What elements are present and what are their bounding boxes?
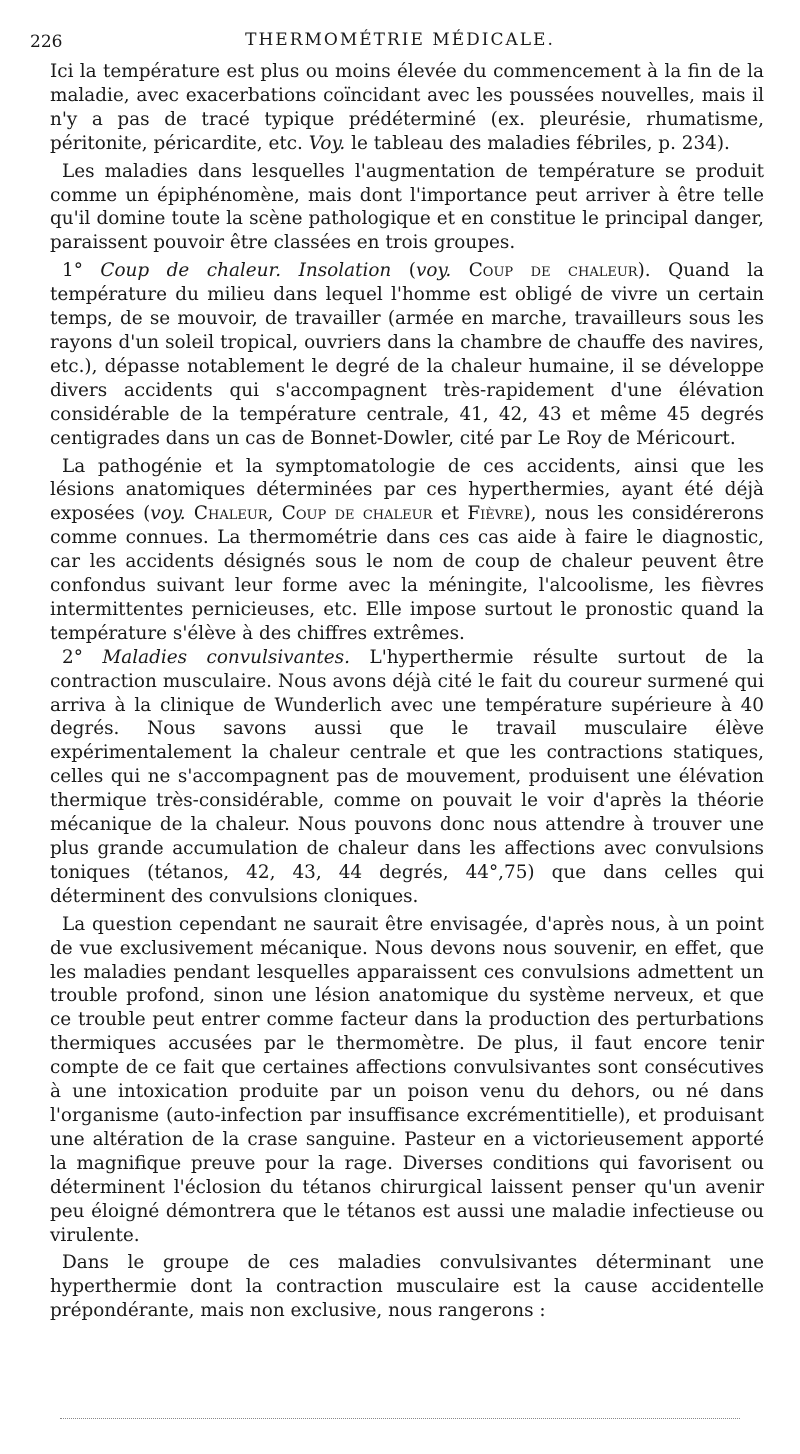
section-number: 2° xyxy=(62,646,83,668)
body-text xyxy=(50,60,764,1323)
paragraph-7: Dans le groupe de ces maladies convulsivantes déterminant une hyperthermie dont la contraction musculaire est la cause accidentelle prépondérante, mais non exclusive, nous rangerons : xyxy=(50,1252,764,1322)
paragraph-6: La question cependant ne saurait être envisagée, d'après nous, à un point de vue exclusivement mécanique. Nous devons nous souvenir, en effet, que les maladies pendant lesquelles apparaissent ces convulsions admettent un trouble profond, sinon une lésion anatomique du système nerveux, et que ce trouble peut entrer comme facteur dans la production des perturbations thermiques accusées par le thermomètre. De plus, il faut encore tenir compte de ce fait que certaines affections convulsivantes sont consécutives à une intoxication produite par un poison venu du dehors, ou né dans l'organisme (auto-infection par insuffisance excrémentitielle), et produisant une altération de la crase sanguine. Pasteur en a victorieusement apporté la magnifique preuve pour la rage. Diverses conditions qui favorisent ou déterminent l'éclosion du tétanos chirurgical laissent penser qu'un avenir peu éloigné démontrera que le tétanos est aussi une maladie infectieuse ou virulente. xyxy=(50,913,764,1246)
running-title: THERMOMÉTRIE MÉDICALE. xyxy=(245,30,555,50)
paragraph-1: Ici la température est plus ou moins élevée du commencement à la fin de la maladie, avec exacerbations coïncidant avec les poussées nouvelles, mais il n'y a pas de tracé typique prédéterminé (ex. pleurésie, rhumatisme, péritonite, péricardite, etc. Voy. le tableau des maladies fébriles, p. 234). xyxy=(50,61,764,154)
section-title: Coup de chaleur. Insolation xyxy=(100,260,392,282)
paragraph-5: 2° Maladies convulsivantes. L'hyperthermie résulte surtout de la contraction musculaire. Nous avons déjà cité le fait du coureur surmené qui arriva à la clinique de Wunderlich avec une température supérieure à 40 degrés. Nous savons aussi que le travail musculaire élève expérimentalement la chaleur centrale et que les contractions statiques, celles qui ne s'accompagnent pas de mouvement, produisent une élévation thermique très-considérable, comme on pouvait le voir d'après la théorie mécanique de la chaleur. Nous pouvons donc nous attendre à trouver une plus grande accumulation de chaleur dans les affections avec convulsions toniques (tétanos, 42, 43, 44 degrés, 44°,75) que dans celles qui déterminent des convulsions cloniques. xyxy=(50,646,764,907)
paragraph-2: Les maladies dans lesquelles l'augmentation de température se produit comme un épiphénomène, mais dont l'importance peut arriver à être telle qu'il domine toute la scène pathologique et en constitue le principal danger, paraissent pouvoir être classées en trois groupes. xyxy=(50,160,764,254)
cross-reference: Coup de chaleur xyxy=(468,260,638,282)
paragraph-4: La pathogénie et la symptomatologie de ces accidents, ainsi que les lésions anatomiques déterminées par ces hyperthermies, ayant été déjà exposées (voy. Chaleur, Coup de chaleur et Fièvre), nous les considérerons comme connues. La thermométrie dans ces cas aide à faire le diagnostic, car les accidents désignés sous le nom de coup de chaleur peuvent être confondus suivant leur forme avec la méningite, l'alcoolisme, les fièvres intermittentes pernicieuses, etc. Elle impose surtout le pronostic quand la température s'élève à des chiffres extrêmes. xyxy=(50,455,764,644)
section-title: Maladies convulsivantes. xyxy=(102,646,350,668)
voy-abbreviation: Voy. xyxy=(308,132,346,154)
paragraph-3: 1° Coup de chaleur. Insolation (voy. Coup de chaleur). Quand la température du milieu dans lequel l'homme est obligé de vivre un certain temps, de se mouvoir, de travailler (armée en marche, travailleurs sous les rayons d'un soleil tropical, ouvriers dans la chambre de chauffe des navires, etc.), dépasse notablement le degré de la chaleur humaine, il se développe divers accidents qui s'accompagnent très-rapidement d'une élévation considérable de la température centrale, 41, 42, 43 et même 45 degrés centigrades dans un cas de Bonnet-Dowler, cité par Le Roy de Méricourt. xyxy=(50,260,764,449)
page-number: 226 xyxy=(30,32,63,52)
cross-reference: Chaleur, Coup de chaleur xyxy=(193,503,433,525)
cross-reference: Fièvre xyxy=(467,503,524,525)
section-number: 1° xyxy=(62,260,83,282)
footer-dotted-line xyxy=(60,1418,740,1419)
page-header xyxy=(30,30,770,56)
